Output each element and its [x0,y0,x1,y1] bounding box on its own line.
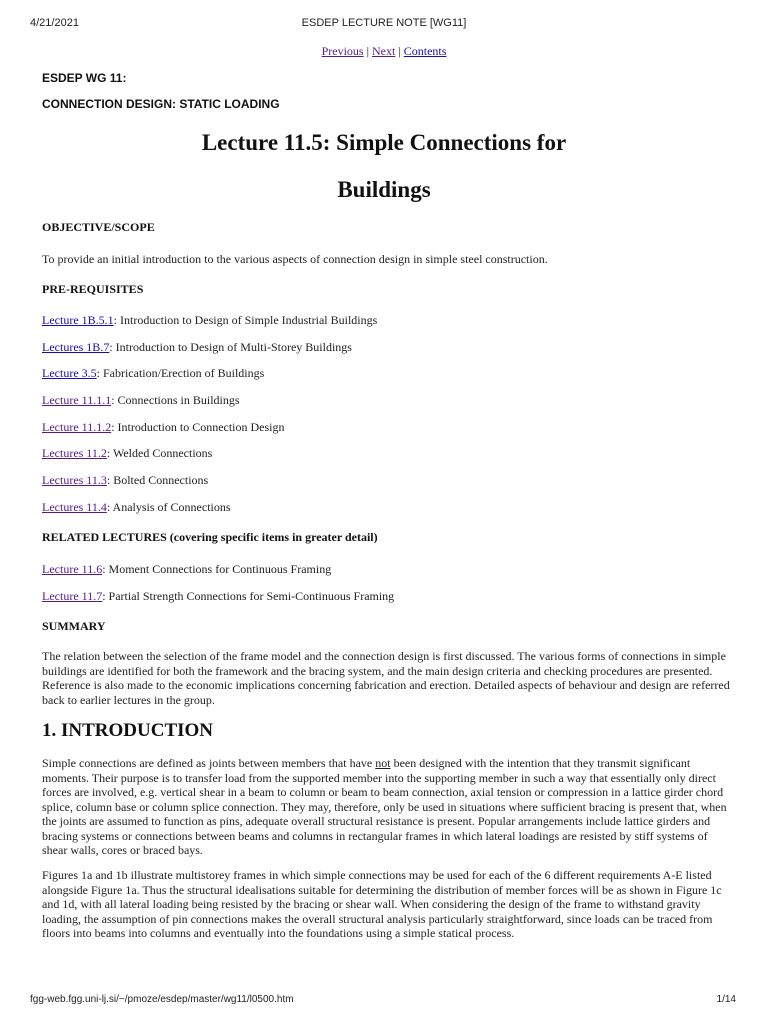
paragraph-text: Simple connections are defined as joints between members that have [42,756,376,770]
prerequisite-link[interactable]: Lectures 11.4 [42,500,107,514]
related-link[interactable]: Lecture 11.6 [42,562,103,576]
emphasis-not: not [375,756,391,770]
print-footer-url: fgg-web.fgg.uni-lj.si/~/pmoze/esdep/master/wg11/l0500.htm [30,994,294,1005]
prerequisite-link[interactable]: Lectures 11.2 [42,446,107,460]
nav-separator: | [363,44,372,58]
prerequisite-description: : Fabrication/Erection of Buildings [96,366,265,380]
prerequisite-link[interactable]: Lectures 1B.7 [42,340,110,354]
prerequisite-item [42,366,264,381]
introduction-paragraph-1 [42,756,732,858]
prerequisite-link[interactable]: Lecture 11.1.2 [42,420,112,434]
prerequisite-description: : Connections in Buildings [111,393,240,407]
lecture-title-line2: Buildings [337,177,431,202]
related-item [42,589,394,604]
prerequisite-link[interactable]: Lecture 11.1.1 [42,393,112,407]
nav-separator: | [395,44,404,58]
paragraph-text: been designed with the intention that they transmit significant moments. Their purpose is to transfer load from the supported member into the supporting member in such a way that essentially only direct forces are involved, e.g. vertical shear in a beam to column or beam to beam connection, axial tension or compression in a lattice girder chord splice, column base or column splice connection. They may, therefore, only be used in situations where sufficient bracing is present that, when the joints are assumed to function as pins, adequate overall structural resistance is present. Popular arrangements include lattice girders and bracing systems or connections between beams and columns in rectangular frames in which lateral loadings are resisted by stiff systems of shear walls, cores or braced bays. [42,756,727,857]
prerequisite-item [42,313,377,328]
prerequisite-description: : Welded Connections [106,446,213,460]
related-description: : Partial Strength Connections for Semi-Continuous Framing [102,589,395,603]
related-lectures-heading: RELATED LECTURES (covering specific items in greater detail) [42,530,378,544]
prerequisite-description: : Analysis of Connections [106,500,231,514]
summary-text: The relation between the selection of the frame model and the connection design is first discussed. The various forms of connections in simple buildings are identified for both the framework and the bracing system, and the main design criteria and checking procedures are presented. Reference is also made to the economic implications concerning fabrication and erection. Detailed aspects of behaviour and design are referred back to earlier lectures in the group. [42,649,730,707]
working-group-title: ESDEP WG 11: [42,71,127,85]
prerequisite-description: : Introduction to Design of Simple Industrial Buildings [113,313,378,327]
next-link[interactable]: Next [372,44,396,58]
prerequisite-item [42,473,208,488]
prerequisite-item [42,340,352,355]
prerequisites-heading: PRE-REQUISITES [42,282,144,296]
prerequisite-description: : Introduction to Connection Design [111,420,285,434]
prerequisite-item [42,393,240,408]
summary-heading: SUMMARY [42,619,106,633]
related-item [42,562,331,577]
related-link[interactable]: Lecture 11.7 [42,589,103,603]
print-header-title: ESDEP LECTURE NOTE [WG11] [301,17,467,29]
lecture-navigation [0,44,768,59]
lecture-title-line1: Lecture 11.5: Simple Connections for [201,130,567,155]
prerequisite-item [42,446,212,461]
prerequisite-link[interactable]: Lecture 1B.5.1 [42,313,114,327]
print-date: 4/21/2021 [30,17,79,29]
prerequisite-description: : Bolted Connections [106,473,209,487]
prerequisite-item [42,420,285,435]
prerequisite-link[interactable]: Lecture 3.5 [42,366,97,380]
introduction-paragraph-2: Figures 1a and 1b illustrate multistorey frames in which simple connections may be used for each of the 6 different requirements A-E listed alongside Figure 1a. Thus the structural idealisations suitable for determining the distribution of member forces will be as shown in Figure 1c and 1d, with all lateral loading being resisted by the bracing or shear wall. When considering the design of the frame to withstand gravity loading, the assumption of pin connections makes the overall structural analysis particularly straightforward, since loads can be traced from floors into beams into columns and eventually into the foundations using a simple statical process. [42,868,722,940]
introduction-heading: 1. INTRODUCTION [42,720,214,741]
previous-link[interactable]: Previous [321,44,364,58]
objective-text: To provide an initial introduction to the various aspects of connection design in simple steel construction. [42,252,548,266]
prerequisite-link[interactable]: Lectures 11.3 [42,473,107,487]
contents-link[interactable]: Contents [403,44,447,58]
related-description: : Moment Connections for Continuous Framing [102,562,332,576]
print-page-number: 1/14 [716,994,736,1005]
prerequisite-item [42,500,231,515]
working-group-subtitle: CONNECTION DESIGN: STATIC LOADING [42,97,280,111]
prerequisite-description: : Introduction to Design of Multi-Storey Buildings [109,340,352,354]
objective-heading: OBJECTIVE/SCOPE [42,220,155,234]
